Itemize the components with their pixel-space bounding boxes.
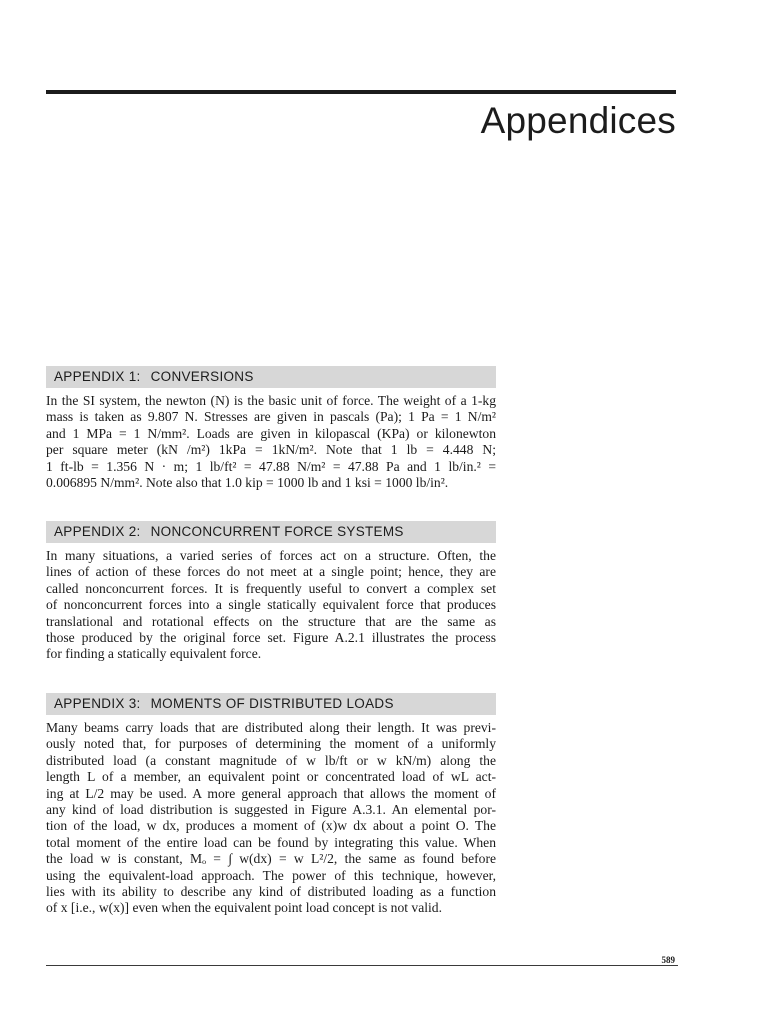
body-line: length L of a member, an equivalent point or concentrated load of wL act- (46, 769, 496, 785)
body-line: 1 ft-lb = 1.356 N · m; 1 lb/ft² = 47.88 N/m² = 47.88 Pa and 1 lb/in.² = (46, 458, 496, 474)
appendix-3-header (46, 693, 496, 715)
appendix-2-header (46, 521, 496, 543)
body-line: Many beams carry loads that are distributed along their length. It was previ- (46, 720, 496, 735)
appendix-1-number: APPENDIX 1: (54, 369, 141, 384)
appendix-3-heading: MOMENTS OF DISTRIBUTED LOADS (150, 696, 394, 711)
appendix-1-section (46, 366, 496, 491)
bottom-rule (46, 965, 678, 966)
body-line: and 1 MPa = 1 N/mm². Loads are given in kilopascal (KPa) or kilonewton (46, 425, 496, 441)
body-line: distributed load (a constant magnitude of w lb/ft or w kN/m) along the (46, 752, 496, 768)
appendix-2-body (46, 548, 496, 663)
body-line: of nonconcurrent forces into a single statically equivalent force that produces (46, 597, 496, 613)
body-line: total moment of the entire load can be found by integrating this value. When (46, 834, 496, 850)
body-line: ously noted that, for purposes of determining the moment of a uniformly (46, 736, 496, 752)
appendix-3-body (46, 720, 496, 917)
body-line: ing at L/2 may be used. A more general approach that allows the moment of (46, 785, 496, 801)
body-line: lies with its ability to describe any kind of distributed loading as a function (46, 884, 496, 900)
body-line: tion of the load, w dx, produces a moment of (x)w dx about a point O. The (46, 818, 496, 834)
body-line: those produced by the original force set. Figure A.2.1 illustrates the process (46, 630, 496, 646)
chapter-title: Appendices (480, 100, 676, 141)
body-line: called nonconcurrent forces. It is frequently useful to convert a complex set (46, 580, 496, 596)
appendix-2-section (46, 521, 496, 663)
body-line: of x [i.e., w(x)] even when the equivalent point load concept is not valid. (46, 900, 442, 916)
body-line: In the SI system, the newton (N) is the basic unit of force. The weight of a 1-kg (46, 393, 496, 408)
body-line: In many situations, a varied series of forces act on a structure. Often, the (46, 548, 496, 563)
appendix-3-section (46, 693, 496, 917)
page-number: 589 (661, 955, 675, 965)
appendix-1-heading: CONVERSIONS (150, 369, 254, 384)
appendix-2-heading: NONCONCURRENT FORCE SYSTEMS (150, 524, 404, 539)
body-line: lines of action of these forces do not meet at a single point; hence, they are (46, 564, 496, 580)
body-line: the load w is constant, Mₒ = ∫ w(dx) = w L²/2, the same as found before (46, 851, 496, 867)
body-line: for finding a statically equivalent force. (46, 646, 262, 662)
body-line: 0.006895 N/mm². Note also that 1.0 kip = 1000 lb and 1 ksi = 1000 lb/in². (46, 475, 449, 491)
body-line: translational and rotational effects on the structure that are the same as (46, 613, 496, 629)
appendix-2-number: APPENDIX 2: (54, 524, 141, 539)
body-line: per square meter (kN /m²) 1kPa = 1kN/m². Note that 1 lb = 4.448 N; (46, 442, 496, 458)
top-rule (46, 90, 676, 94)
body-line: any kind of load distribution is suggested in Figure A.3.1. An elemental por- (46, 802, 496, 818)
body-line: using the equivalent-load approach. The power of this technique, however, (46, 867, 496, 883)
body-line: mass is taken as 9.807 N. Stresses are given in pascals (Pa); 1 Pa = 1 N/m² (46, 409, 496, 425)
appendix-1-body (46, 393, 496, 491)
appendix-1-header (46, 366, 496, 388)
appendix-3-number: APPENDIX 3: (54, 696, 141, 711)
